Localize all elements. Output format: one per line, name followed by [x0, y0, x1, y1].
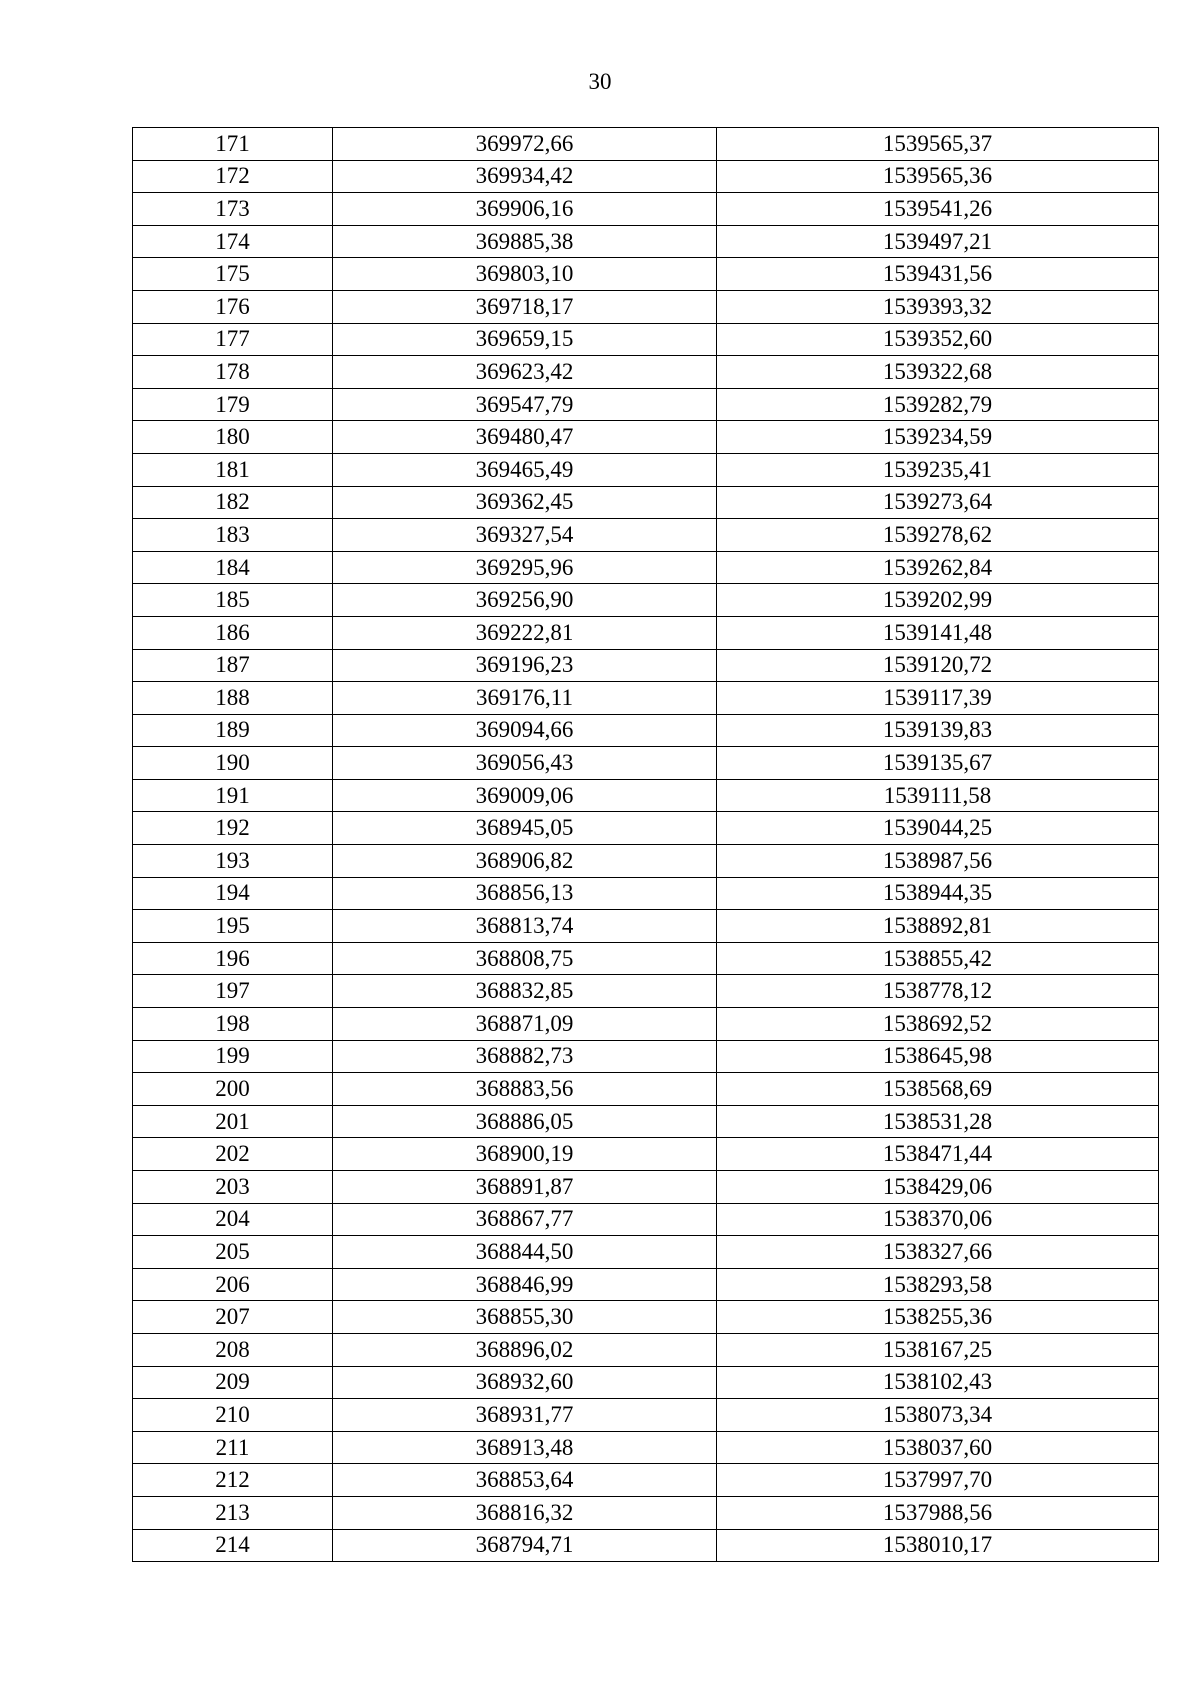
point-number-cell: 182: [133, 486, 333, 519]
x-coordinate-cell: 368931,77: [333, 1399, 717, 1432]
table-row: [133, 225, 1159, 258]
table-row: [133, 1333, 1159, 1366]
table-row: [133, 551, 1159, 584]
coordinates-table-body: [133, 128, 1159, 1562]
x-coordinate-cell: 369056,43: [333, 747, 717, 780]
y-coordinate-cell: 1539282,79: [717, 388, 1159, 421]
point-number-cell: 191: [133, 779, 333, 812]
table-row: [133, 877, 1159, 910]
table-row: [133, 649, 1159, 682]
y-coordinate-cell: 1539117,39: [717, 682, 1159, 715]
y-coordinate-cell: 1538692,52: [717, 1008, 1159, 1041]
x-coordinate-cell: 369222,81: [333, 616, 717, 649]
point-number-cell: 185: [133, 584, 333, 617]
y-coordinate-cell: 1539278,62: [717, 519, 1159, 552]
point-number-cell: 189: [133, 714, 333, 747]
y-coordinate-cell: 1539541,26: [717, 193, 1159, 226]
x-coordinate-cell: 369327,54: [333, 519, 717, 552]
table-row: [133, 845, 1159, 878]
point-number-cell: 198: [133, 1008, 333, 1041]
coordinates-table: [132, 127, 1159, 1562]
table-row: [133, 1529, 1159, 1562]
x-coordinate-cell: 369480,47: [333, 421, 717, 454]
y-coordinate-cell: 1539565,36: [717, 160, 1159, 193]
point-number-cell: 213: [133, 1496, 333, 1529]
y-coordinate-cell: 1539273,64: [717, 486, 1159, 519]
point-number-cell: 174: [133, 225, 333, 258]
point-number-cell: 176: [133, 290, 333, 323]
y-coordinate-cell: 1538293,58: [717, 1268, 1159, 1301]
point-number-cell: 211: [133, 1431, 333, 1464]
point-number-cell: 208: [133, 1333, 333, 1366]
y-coordinate-cell: 1538531,28: [717, 1105, 1159, 1138]
x-coordinate-cell: 368913,48: [333, 1431, 717, 1464]
x-coordinate-cell: 369659,15: [333, 323, 717, 356]
y-coordinate-cell: 1539262,84: [717, 551, 1159, 584]
table-row: [133, 1236, 1159, 1269]
table-row: [133, 128, 1159, 161]
point-number-cell: 199: [133, 1040, 333, 1073]
y-coordinate-cell: 1538855,42: [717, 942, 1159, 975]
x-coordinate-cell: 369547,79: [333, 388, 717, 421]
y-coordinate-cell: 1539235,41: [717, 453, 1159, 486]
y-coordinate-cell: 1538327,66: [717, 1236, 1159, 1269]
table-row: [133, 942, 1159, 975]
x-coordinate-cell: 369176,11: [333, 682, 717, 715]
y-coordinate-cell: 1539497,21: [717, 225, 1159, 258]
table-row: [133, 258, 1159, 291]
table-row: [133, 1399, 1159, 1432]
x-coordinate-cell: 368891,87: [333, 1171, 717, 1204]
x-coordinate-cell: 369623,42: [333, 356, 717, 389]
point-number-cell: 202: [133, 1138, 333, 1171]
point-number-cell: 197: [133, 975, 333, 1008]
y-coordinate-cell: 1538778,12: [717, 975, 1159, 1008]
table-row: [133, 975, 1159, 1008]
point-number-cell: 200: [133, 1073, 333, 1106]
table-row: [133, 486, 1159, 519]
table-row: [133, 682, 1159, 715]
table-row: [133, 812, 1159, 845]
point-number-cell: 209: [133, 1366, 333, 1399]
point-number-cell: 187: [133, 649, 333, 682]
y-coordinate-cell: 1538568,69: [717, 1073, 1159, 1106]
table-row: [133, 1105, 1159, 1138]
point-number-cell: 206: [133, 1268, 333, 1301]
x-coordinate-cell: 368844,50: [333, 1236, 717, 1269]
y-coordinate-cell: 1538370,06: [717, 1203, 1159, 1236]
table-row: [133, 584, 1159, 617]
table-row: [133, 1008, 1159, 1041]
point-number-cell: 203: [133, 1171, 333, 1204]
x-coordinate-cell: 368808,75: [333, 942, 717, 975]
table-row: [133, 1040, 1159, 1073]
table-row: [133, 1464, 1159, 1497]
x-coordinate-cell: 368871,09: [333, 1008, 717, 1041]
table-row: [133, 1171, 1159, 1204]
y-coordinate-cell: 1539141,48: [717, 616, 1159, 649]
x-coordinate-cell: 368867,77: [333, 1203, 717, 1236]
x-coordinate-cell: 368816,32: [333, 1496, 717, 1529]
page-number: 30: [588, 69, 612, 94]
x-coordinate-cell: 368882,73: [333, 1040, 717, 1073]
table-row: [133, 1301, 1159, 1334]
y-coordinate-cell: 1538037,60: [717, 1431, 1159, 1464]
x-coordinate-cell: 368900,19: [333, 1138, 717, 1171]
point-number-cell: 172: [133, 160, 333, 193]
x-coordinate-cell: 369094,66: [333, 714, 717, 747]
point-number-cell: 171: [133, 128, 333, 161]
table-row: [133, 290, 1159, 323]
table-row: [133, 356, 1159, 389]
x-coordinate-cell: 369885,38: [333, 225, 717, 258]
point-number-cell: 195: [133, 910, 333, 943]
point-number-cell: 188: [133, 682, 333, 715]
x-coordinate-cell: 369718,17: [333, 290, 717, 323]
point-number-cell: 205: [133, 1236, 333, 1269]
table-row: [133, 323, 1159, 356]
y-coordinate-cell: 1539139,83: [717, 714, 1159, 747]
x-coordinate-cell: 368896,02: [333, 1333, 717, 1366]
point-number-cell: 184: [133, 551, 333, 584]
table-row: [133, 1203, 1159, 1236]
point-number-cell: 212: [133, 1464, 333, 1497]
y-coordinate-cell: 1538471,44: [717, 1138, 1159, 1171]
x-coordinate-cell: 369256,90: [333, 584, 717, 617]
x-coordinate-cell: 369009,06: [333, 779, 717, 812]
y-coordinate-cell: 1539565,37: [717, 128, 1159, 161]
x-coordinate-cell: 368932,60: [333, 1366, 717, 1399]
x-coordinate-cell: 369934,42: [333, 160, 717, 193]
y-coordinate-cell: 1538255,36: [717, 1301, 1159, 1334]
x-coordinate-cell: 368945,05: [333, 812, 717, 845]
table-row: [133, 160, 1159, 193]
y-coordinate-cell: 1538944,35: [717, 877, 1159, 910]
table-row: [133, 910, 1159, 943]
x-coordinate-cell: 368813,74: [333, 910, 717, 943]
point-number-cell: 204: [133, 1203, 333, 1236]
table-row: [133, 453, 1159, 486]
x-coordinate-cell: 368855,30: [333, 1301, 717, 1334]
y-coordinate-cell: 1538645,98: [717, 1040, 1159, 1073]
y-coordinate-cell: 1539135,67: [717, 747, 1159, 780]
table-row: [133, 1268, 1159, 1301]
x-coordinate-cell: 369803,10: [333, 258, 717, 291]
point-number-cell: 180: [133, 421, 333, 454]
x-coordinate-cell: 369362,45: [333, 486, 717, 519]
y-coordinate-cell: 1539234,59: [717, 421, 1159, 454]
y-coordinate-cell: 1537988,56: [717, 1496, 1159, 1529]
x-coordinate-cell: 368906,82: [333, 845, 717, 878]
x-coordinate-cell: 369295,96: [333, 551, 717, 584]
table-row: [133, 519, 1159, 552]
point-number-cell: 186: [133, 616, 333, 649]
table-row: [133, 1138, 1159, 1171]
point-number-cell: 179: [133, 388, 333, 421]
x-coordinate-cell: 369465,49: [333, 453, 717, 486]
x-coordinate-cell: 369972,66: [333, 128, 717, 161]
table-row: [133, 193, 1159, 226]
point-number-cell: 196: [133, 942, 333, 975]
point-number-cell: 178: [133, 356, 333, 389]
y-coordinate-cell: 1538987,56: [717, 845, 1159, 878]
point-number-cell: 175: [133, 258, 333, 291]
y-coordinate-cell: 1539352,60: [717, 323, 1159, 356]
table-row: [133, 1496, 1159, 1529]
table-row: [133, 1073, 1159, 1106]
table-row: [133, 779, 1159, 812]
point-number-cell: 173: [133, 193, 333, 226]
table-row: [133, 1366, 1159, 1399]
table-row: [133, 714, 1159, 747]
x-coordinate-cell: 368886,05: [333, 1105, 717, 1138]
point-number-cell: 214: [133, 1529, 333, 1562]
y-coordinate-cell: 1538892,81: [717, 910, 1159, 943]
table-row: [133, 616, 1159, 649]
x-coordinate-cell: 368794,71: [333, 1529, 717, 1562]
table-row: [133, 388, 1159, 421]
x-coordinate-cell: 368846,99: [333, 1268, 717, 1301]
x-coordinate-cell: 369196,23: [333, 649, 717, 682]
x-coordinate-cell: 369906,16: [333, 193, 717, 226]
x-coordinate-cell: 368853,64: [333, 1464, 717, 1497]
point-number-cell: 194: [133, 877, 333, 910]
y-coordinate-cell: 1538102,43: [717, 1366, 1159, 1399]
point-number-cell: 192: [133, 812, 333, 845]
table-row: [133, 747, 1159, 780]
y-coordinate-cell: 1538010,17: [717, 1529, 1159, 1562]
point-number-cell: 193: [133, 845, 333, 878]
y-coordinate-cell: 1537997,70: [717, 1464, 1159, 1497]
x-coordinate-cell: 368883,56: [333, 1073, 717, 1106]
point-number-cell: 201: [133, 1105, 333, 1138]
x-coordinate-cell: 368832,85: [333, 975, 717, 1008]
y-coordinate-cell: 1538073,34: [717, 1399, 1159, 1432]
table-row: [133, 1431, 1159, 1464]
point-number-cell: 210: [133, 1399, 333, 1432]
point-number-cell: 207: [133, 1301, 333, 1334]
y-coordinate-cell: 1538429,06: [717, 1171, 1159, 1204]
point-number-cell: 183: [133, 519, 333, 552]
y-coordinate-cell: 1539393,32: [717, 290, 1159, 323]
y-coordinate-cell: 1539431,56: [717, 258, 1159, 291]
y-coordinate-cell: 1539322,68: [717, 356, 1159, 389]
y-coordinate-cell: 1539111,58: [717, 779, 1159, 812]
point-number-cell: 190: [133, 747, 333, 780]
table-row: [133, 421, 1159, 454]
x-coordinate-cell: 368856,13: [333, 877, 717, 910]
y-coordinate-cell: 1539202,99: [717, 584, 1159, 617]
y-coordinate-cell: 1538167,25: [717, 1333, 1159, 1366]
y-coordinate-cell: 1539120,72: [717, 649, 1159, 682]
y-coordinate-cell: 1539044,25: [717, 812, 1159, 845]
point-number-cell: 177: [133, 323, 333, 356]
point-number-cell: 181: [133, 453, 333, 486]
